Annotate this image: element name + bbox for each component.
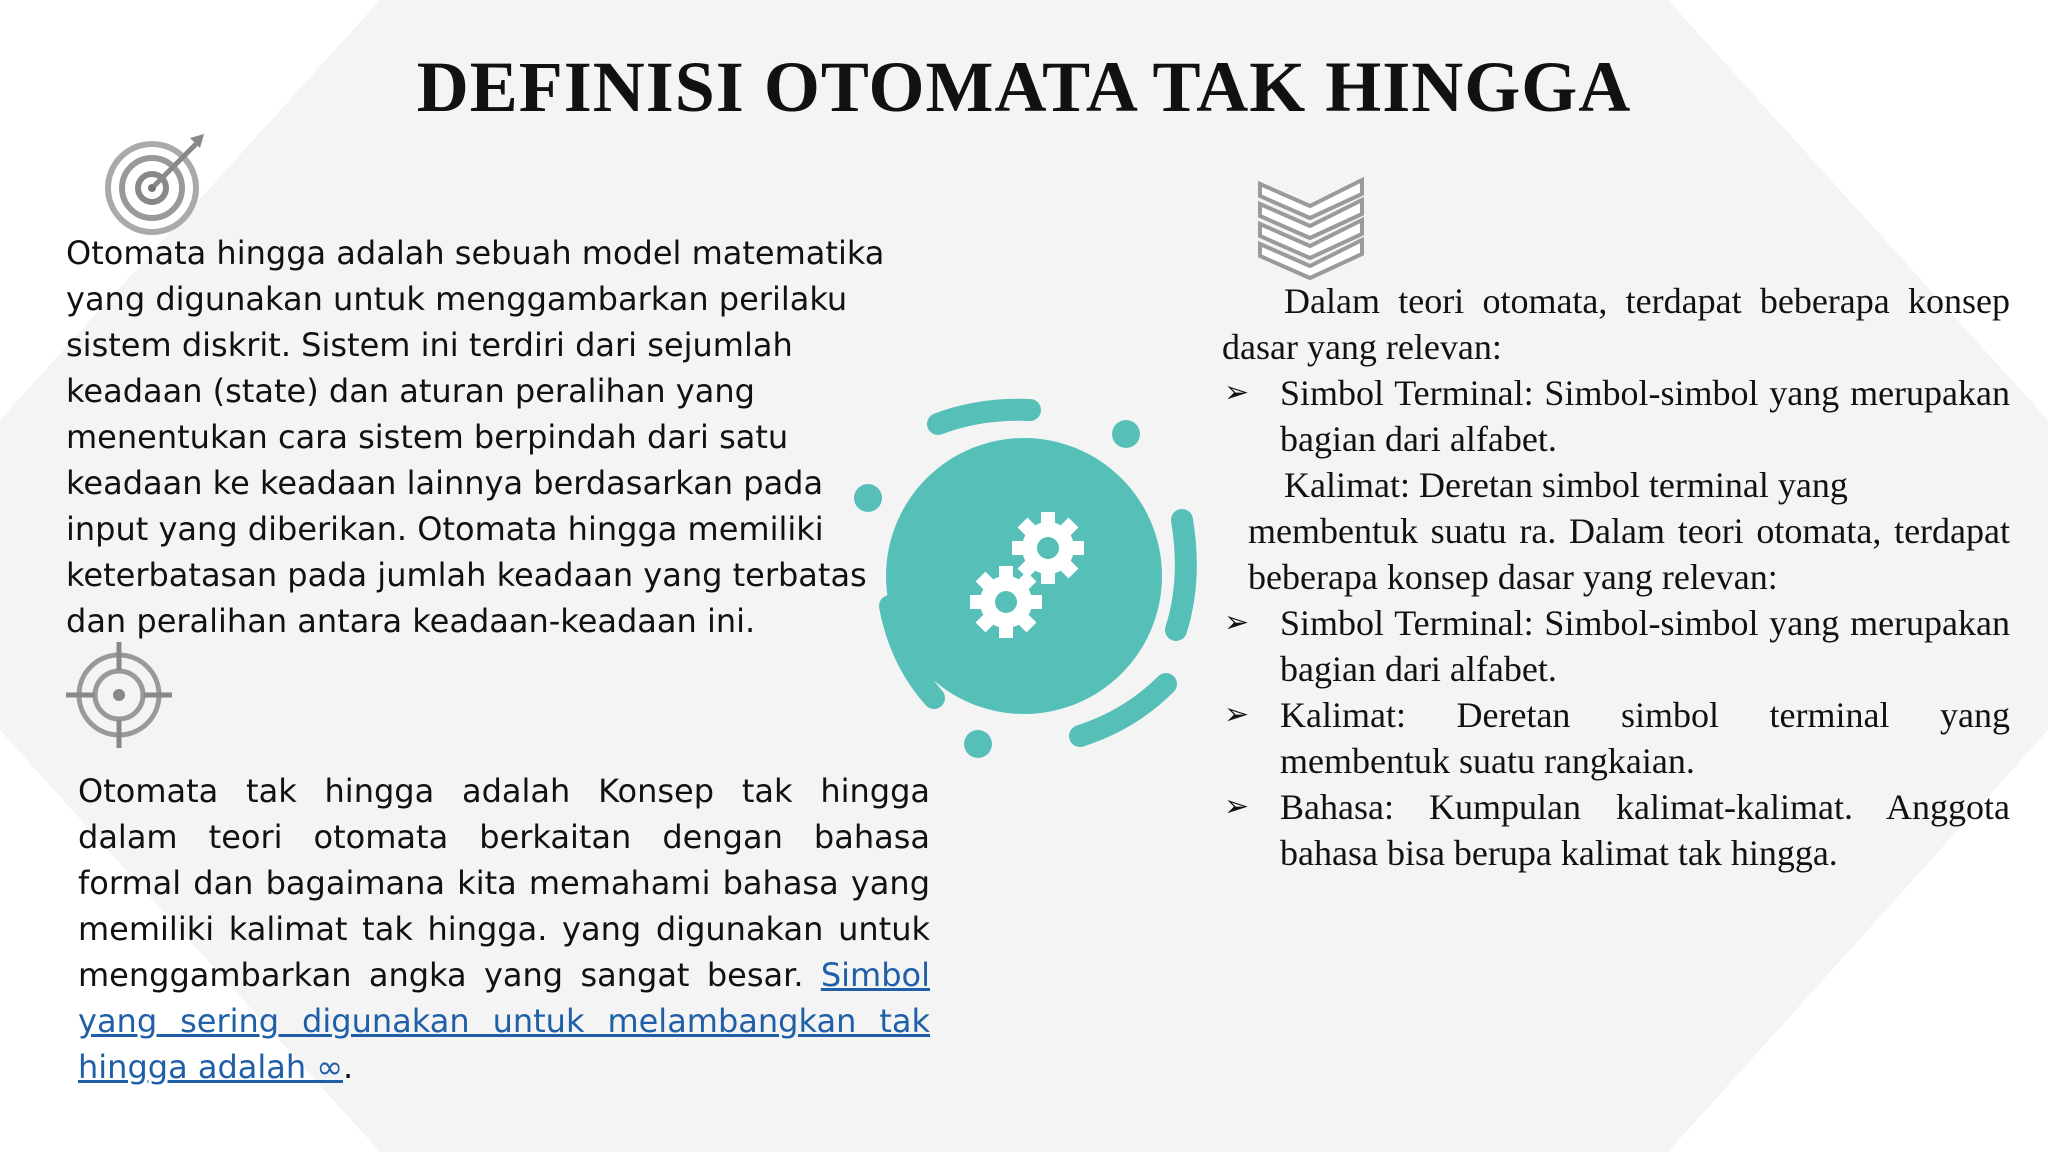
- infinite-automata-text: Otomata tak hingga adalah Konsep tak hingga dalam teori otomata berkaitan dengan bahasa formal dan bagaimana kita memahami bahasa yang memiliki kalimat tak hingga. yang digunakan untuk menggambarkan angka yang sangat besar.: [78, 772, 930, 994]
- infinite-automata-paragraph: [78, 768, 930, 1090]
- concepts-column: [1222, 278, 2010, 876]
- concepts-list-1: [1222, 370, 2010, 462]
- arrow-bullet-icon: ➢: [1224, 376, 1250, 409]
- books-stack-icon: [1250, 174, 1370, 284]
- infinity-symbol-link[interactable]: Simbol yang sering digunakan untuk melambangkan tak hingga adalah ∞: [78, 956, 930, 1086]
- list-item: ➢ Simbol Terminal: Simbol-simbol yang merupakan bagian dari alfabet.: [1222, 600, 2010, 692]
- crosshair-icon: [64, 640, 174, 750]
- arrow-bullet-icon: ➢: [1224, 698, 1250, 731]
- list-item: ➢ Simbol Terminal: Simbol-simbol yang merupakan bagian dari alfabet.: [1222, 370, 2010, 462]
- finite-automata-paragraph: Otomata hingga adalah sebuah model matematika yang digunakan untuk menggambarkan perilaku sistem diskrit. Sistem ini terdiri dari sejumlah keadaan (state) dan aturan peralihan yang menentukan cara sistem berpindah dari satu keadaan ke keadaan lainnya berdasarkan pada input yang diberikan. Otomata hingga memiliki keterbatasan pada jumlah keadaan yang terbatas dan peralihan antara keadaan-keadaan ini.: [66, 234, 885, 640]
- kalimat-sentence-first: Kalimat: Deretan simbol terminal yang: [1284, 465, 1848, 505]
- infinite-automata-end: .: [343, 1048, 354, 1086]
- arrow-bullet-icon: ➢: [1224, 606, 1250, 639]
- concepts-list-2: [1222, 600, 2010, 876]
- arrow-bullet-icon: ➢: [1224, 790, 1250, 823]
- concepts-intro: Dalam teori otomata, terdapat beberapa konsep dasar yang relevan:: [1222, 281, 2010, 367]
- list-item: ➢ Bahasa: Kumpulan kalimat-kalimat. Anggota bahasa bisa berupa kalimat tak hingga.: [1222, 784, 2010, 876]
- kalimat-sentence-rest: membentuk suatu ra. Dalam teori otomata, terdapat beberapa konsep dasar yang relevan:: [1248, 511, 2010, 597]
- target-arrow-icon: [100, 130, 210, 240]
- gears-graphic: [830, 380, 1230, 760]
- page-title: DEFINISI OTOMATA TAK HINGGA: [416, 47, 1632, 127]
- list-item: ➢ Kalimat: Deretan simbol terminal yang membentuk suatu rangkaian.: [1222, 692, 2010, 784]
